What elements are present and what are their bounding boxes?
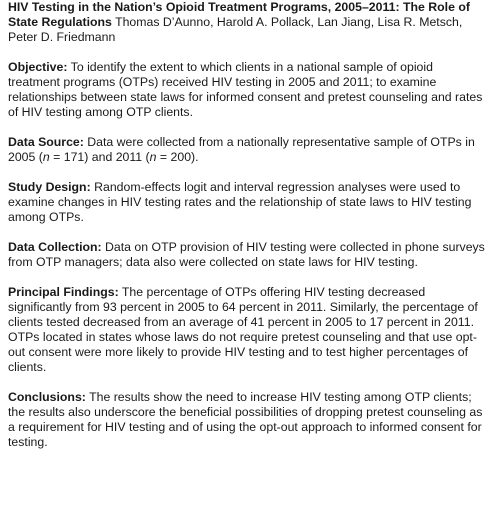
data-source-label: Data Source: (8, 135, 84, 149)
article-header (8, 0, 486, 45)
principal-findings-label: Principal Findings: (8, 285, 119, 299)
spacer (8, 225, 486, 240)
study-design-label: Study Design: (8, 180, 91, 194)
objective-section (8, 60, 486, 120)
spacer (8, 165, 486, 180)
objective-text: To identify the extent to which clients in a national sample of opioid treatment programs (OTPs) received HIV testing in 2005 and 2011; to examine relationships between state laws for informed consent and pretest counseling and rates of HIV testing among OTP clients. (8, 60, 483, 119)
objective-label: Objective: (8, 60, 68, 74)
conclusions-text: The results show the need to increase HIV testing among OTP clients; the results also underscore the beneficial possibilities of dropping pretest counseling as a requirement for HIV testing and of using the opt-out approach to informed consent for testing. (8, 390, 483, 449)
data-collection-text: Data on OTP provision of HIV testing were collected in phone surveys from OTP managers; data also were collected on state laws for HIV testing. (8, 240, 485, 269)
study-design-text: Random-effects logit and interval regression analyses were used to examine changes in HIV testing rates and the relationship of state laws to HIV testing among OTPs. (8, 180, 472, 224)
spacer (8, 270, 486, 285)
data-source-text-a: Data were collected from a nationally representative sample of OTPs in 2005 ( (8, 135, 475, 164)
article-title: HIV Testing in the Nation’s Opioid Treatment Programs, 2005–2011: The Role of State Regulations (8, 0, 470, 29)
conclusions-label: Conclusions: (8, 390, 86, 404)
data-source-section (8, 135, 486, 165)
data-source-n-symbol-2: n (149, 150, 157, 164)
data-collection-section (8, 240, 486, 270)
data-source-n-symbol-1: n (42, 150, 50, 164)
spacer (8, 45, 486, 60)
study-design-section (8, 180, 486, 225)
data-source-text-c: = 200). (156, 150, 199, 164)
principal-findings-section (8, 285, 486, 375)
article-authors: Thomas D’Aunno, Harold A. Pollack, Lan Jiang, Lisa R. Metsch, Peter D. Friedmann (8, 15, 463, 44)
conclusions-section (8, 390, 486, 450)
spacer (8, 120, 486, 135)
data-source-text-b: = 171) and 2011 ( (49, 150, 150, 164)
data-collection-label: Data Collection: (8, 240, 102, 254)
principal-findings-text: The percentage of OTPs offering HIV testing decreased significantly from 93 percent in 2005 to 64 percent in 2011. Similarly, the percentage of clients tested decreased from an average of 41 percent in 2005 to 17 percent in 2011. OTPs located in states whose laws do not require pretest counseling and that use opt-out consent were more likely to provide HIV testing and to test higher percentages of clients. (8, 285, 478, 374)
spacer (8, 375, 486, 390)
